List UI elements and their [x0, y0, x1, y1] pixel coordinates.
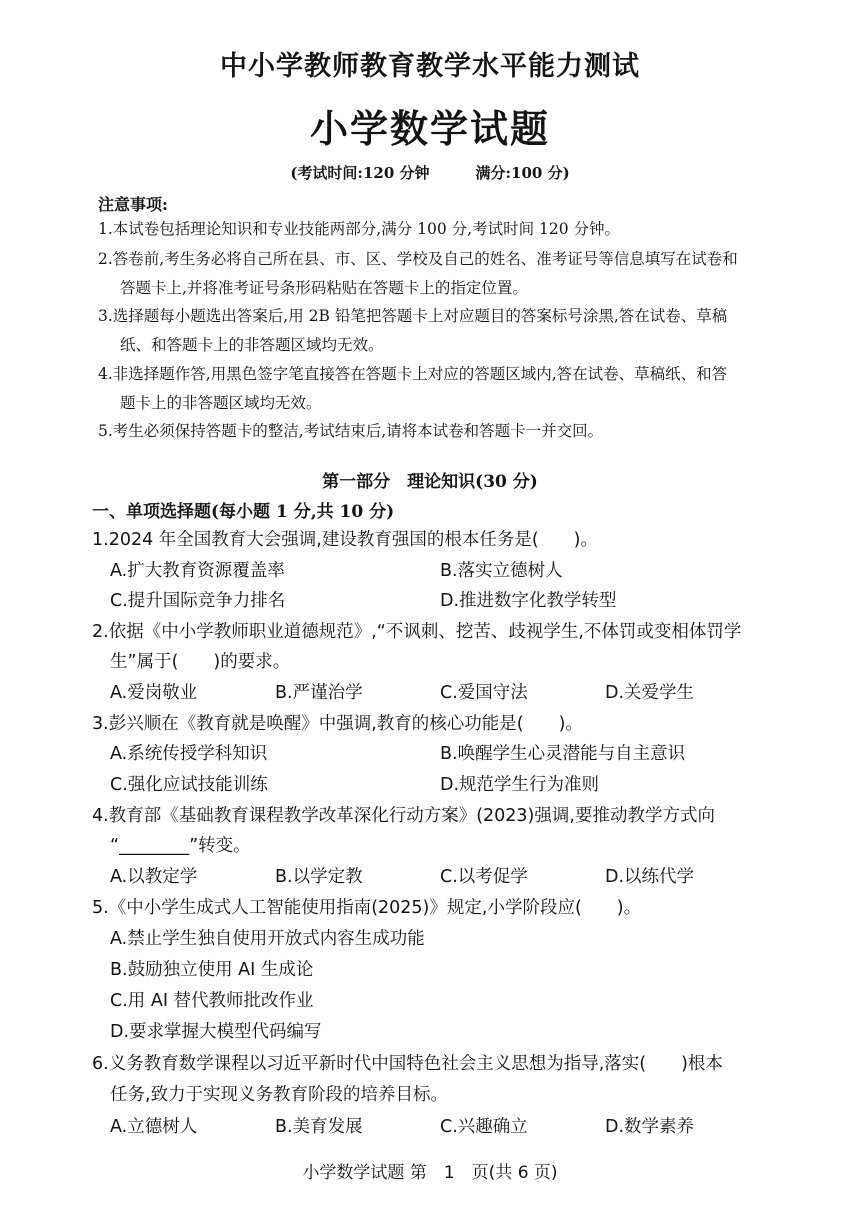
- question-4-stem: 4.教育部《基础教育课程教学改革深化行动方案》(2023)强调,要推动教学方式向: [92, 806, 715, 826]
- question-1-stem: 1.2024 年全国教育大会强调,建设教育强国的根本任务是( )。: [92, 530, 599, 550]
- notice-title: 注意事项:: [98, 195, 168, 214]
- question-2-option-a: A.爱岗敬业: [110, 683, 198, 703]
- question-2-option-b: B.严谨治学: [275, 683, 363, 703]
- question-2-stem-cont: 生”属于( )的要求。: [110, 652, 291, 672]
- question-4-stem-cont: “________”转变。: [110, 836, 251, 856]
- notice-line-2-cont: 答题卡上,并将准考证号条形码粘贴在答题卡上的指定位置。: [120, 279, 528, 297]
- notice-line-4-cont: 题卡上的非答题区域均无效。: [120, 394, 322, 412]
- question-1-option-d: D.推进数字化教学转型: [440, 591, 617, 611]
- question-6-stem-cont: 任务,致力于实现义务教育阶段的培养目标。: [110, 1085, 449, 1105]
- question-1-option-b: B.落实立德树人: [440, 561, 563, 581]
- question-3-stem: 3.彭兴顺在《教育就是唤醒》中强调,教育的核心功能是( )。: [92, 714, 583, 734]
- question-5-option-b: B.鼓励独立使用 AI 生成论: [110, 960, 314, 980]
- page-footer: 小学数学试题 第 1 页(共 6 页): [302, 1163, 558, 1183]
- notice-line-3-cont: 纸、和答题卡上的非答题区域均无效。: [120, 336, 384, 354]
- question-4-option-c: C.以考促学: [440, 867, 528, 887]
- question-5-stem: 5.《中小学生成式人工智能使用指南(2025)》规定,小学阶段应( )。: [92, 898, 642, 918]
- question-5-option-d: D.要求掌握大模型代码编写: [110, 1022, 322, 1042]
- question-1-option-c: C.提升国际竞争力排名: [110, 591, 286, 611]
- question-4-option-b: B.以学定教: [275, 867, 363, 887]
- section-title: 第一部分 理论知识(30 分): [322, 472, 538, 492]
- question-6-option-b: B.美育发展: [275, 1117, 363, 1137]
- question-5-option-c: C.用 AI 替代教师批改作业: [110, 991, 314, 1011]
- notice-line-1: 1.本试卷包括理论知识和专业技能两部分,满分 100 分,考试时间 120 分钟。: [98, 220, 621, 238]
- question-1-option-a: A.扩大教育资源覆盖率: [110, 561, 285, 581]
- question-6-stem: 6.义务教育数学课程以习近平新时代中国特色社会主义思想为指导,落实( )根本: [92, 1054, 723, 1074]
- question-3-option-a: A.系统传授学科知识: [110, 744, 268, 764]
- question-4-option-a: A.以教定学: [110, 867, 198, 887]
- exam-subtitle: 中小学教师教育教学水平能力测试: [220, 51, 640, 82]
- question-2-stem: 2.依据《中小学教师职业道德规范》,“不讽刺、挖苦、歧视学生,不体罚或变相体罚学: [92, 622, 742, 642]
- exam-time: (考试时间:120 分钟: [290, 164, 430, 182]
- notice-line-3: 3.选择题每小题选出答案后,用 2B 铅笔把答题卡上对应题目的答案标号涂黑,答在试卷、草稿: [98, 307, 728, 325]
- notice-line-5: 5.考生必须保持答题卡的整洁,考试结束后,请将本试卷和答题卡一并交回。: [98, 422, 604, 440]
- notice-line-2: 2.答卷前,考生务必将自己所在县、市、区、学校及自己的姓名、准考证号等信息填写在试卷和: [98, 250, 738, 268]
- question-3-option-b: B.唤醒学生心灵潜能与自主意识: [440, 744, 686, 764]
- question-4-option-d: D.以练代学: [605, 867, 695, 887]
- exam-info: [0, 162, 860, 183]
- exam-score: 满分:100 分): [475, 164, 570, 182]
- question-2-option-c: C.爱国守法: [440, 683, 528, 703]
- question-2-option-d: D.关爱学生: [605, 683, 695, 703]
- part-title: 一、单项选择题(每小题 1 分,共 10 分): [92, 502, 395, 522]
- question-3-option-d: D.规范学生行为准则: [440, 775, 600, 795]
- question-6-option-d: D.数学素养: [605, 1117, 695, 1137]
- question-6-option-a: A.立德树人: [110, 1117, 198, 1137]
- question-6-option-c: C.兴趣确立: [440, 1117, 528, 1137]
- exam-title: 小学数学试题: [309, 106, 550, 151]
- notice-line-4: 4.非选择题作答,用黑色签字笔直接答在答题卡上对应的答题区域内,答在试卷、草稿纸、和答: [98, 365, 728, 383]
- question-3-option-c: C.强化应试技能训练: [110, 775, 268, 795]
- question-5-option-a: A.禁止学生独自使用开放式内容生成功能: [110, 929, 425, 949]
